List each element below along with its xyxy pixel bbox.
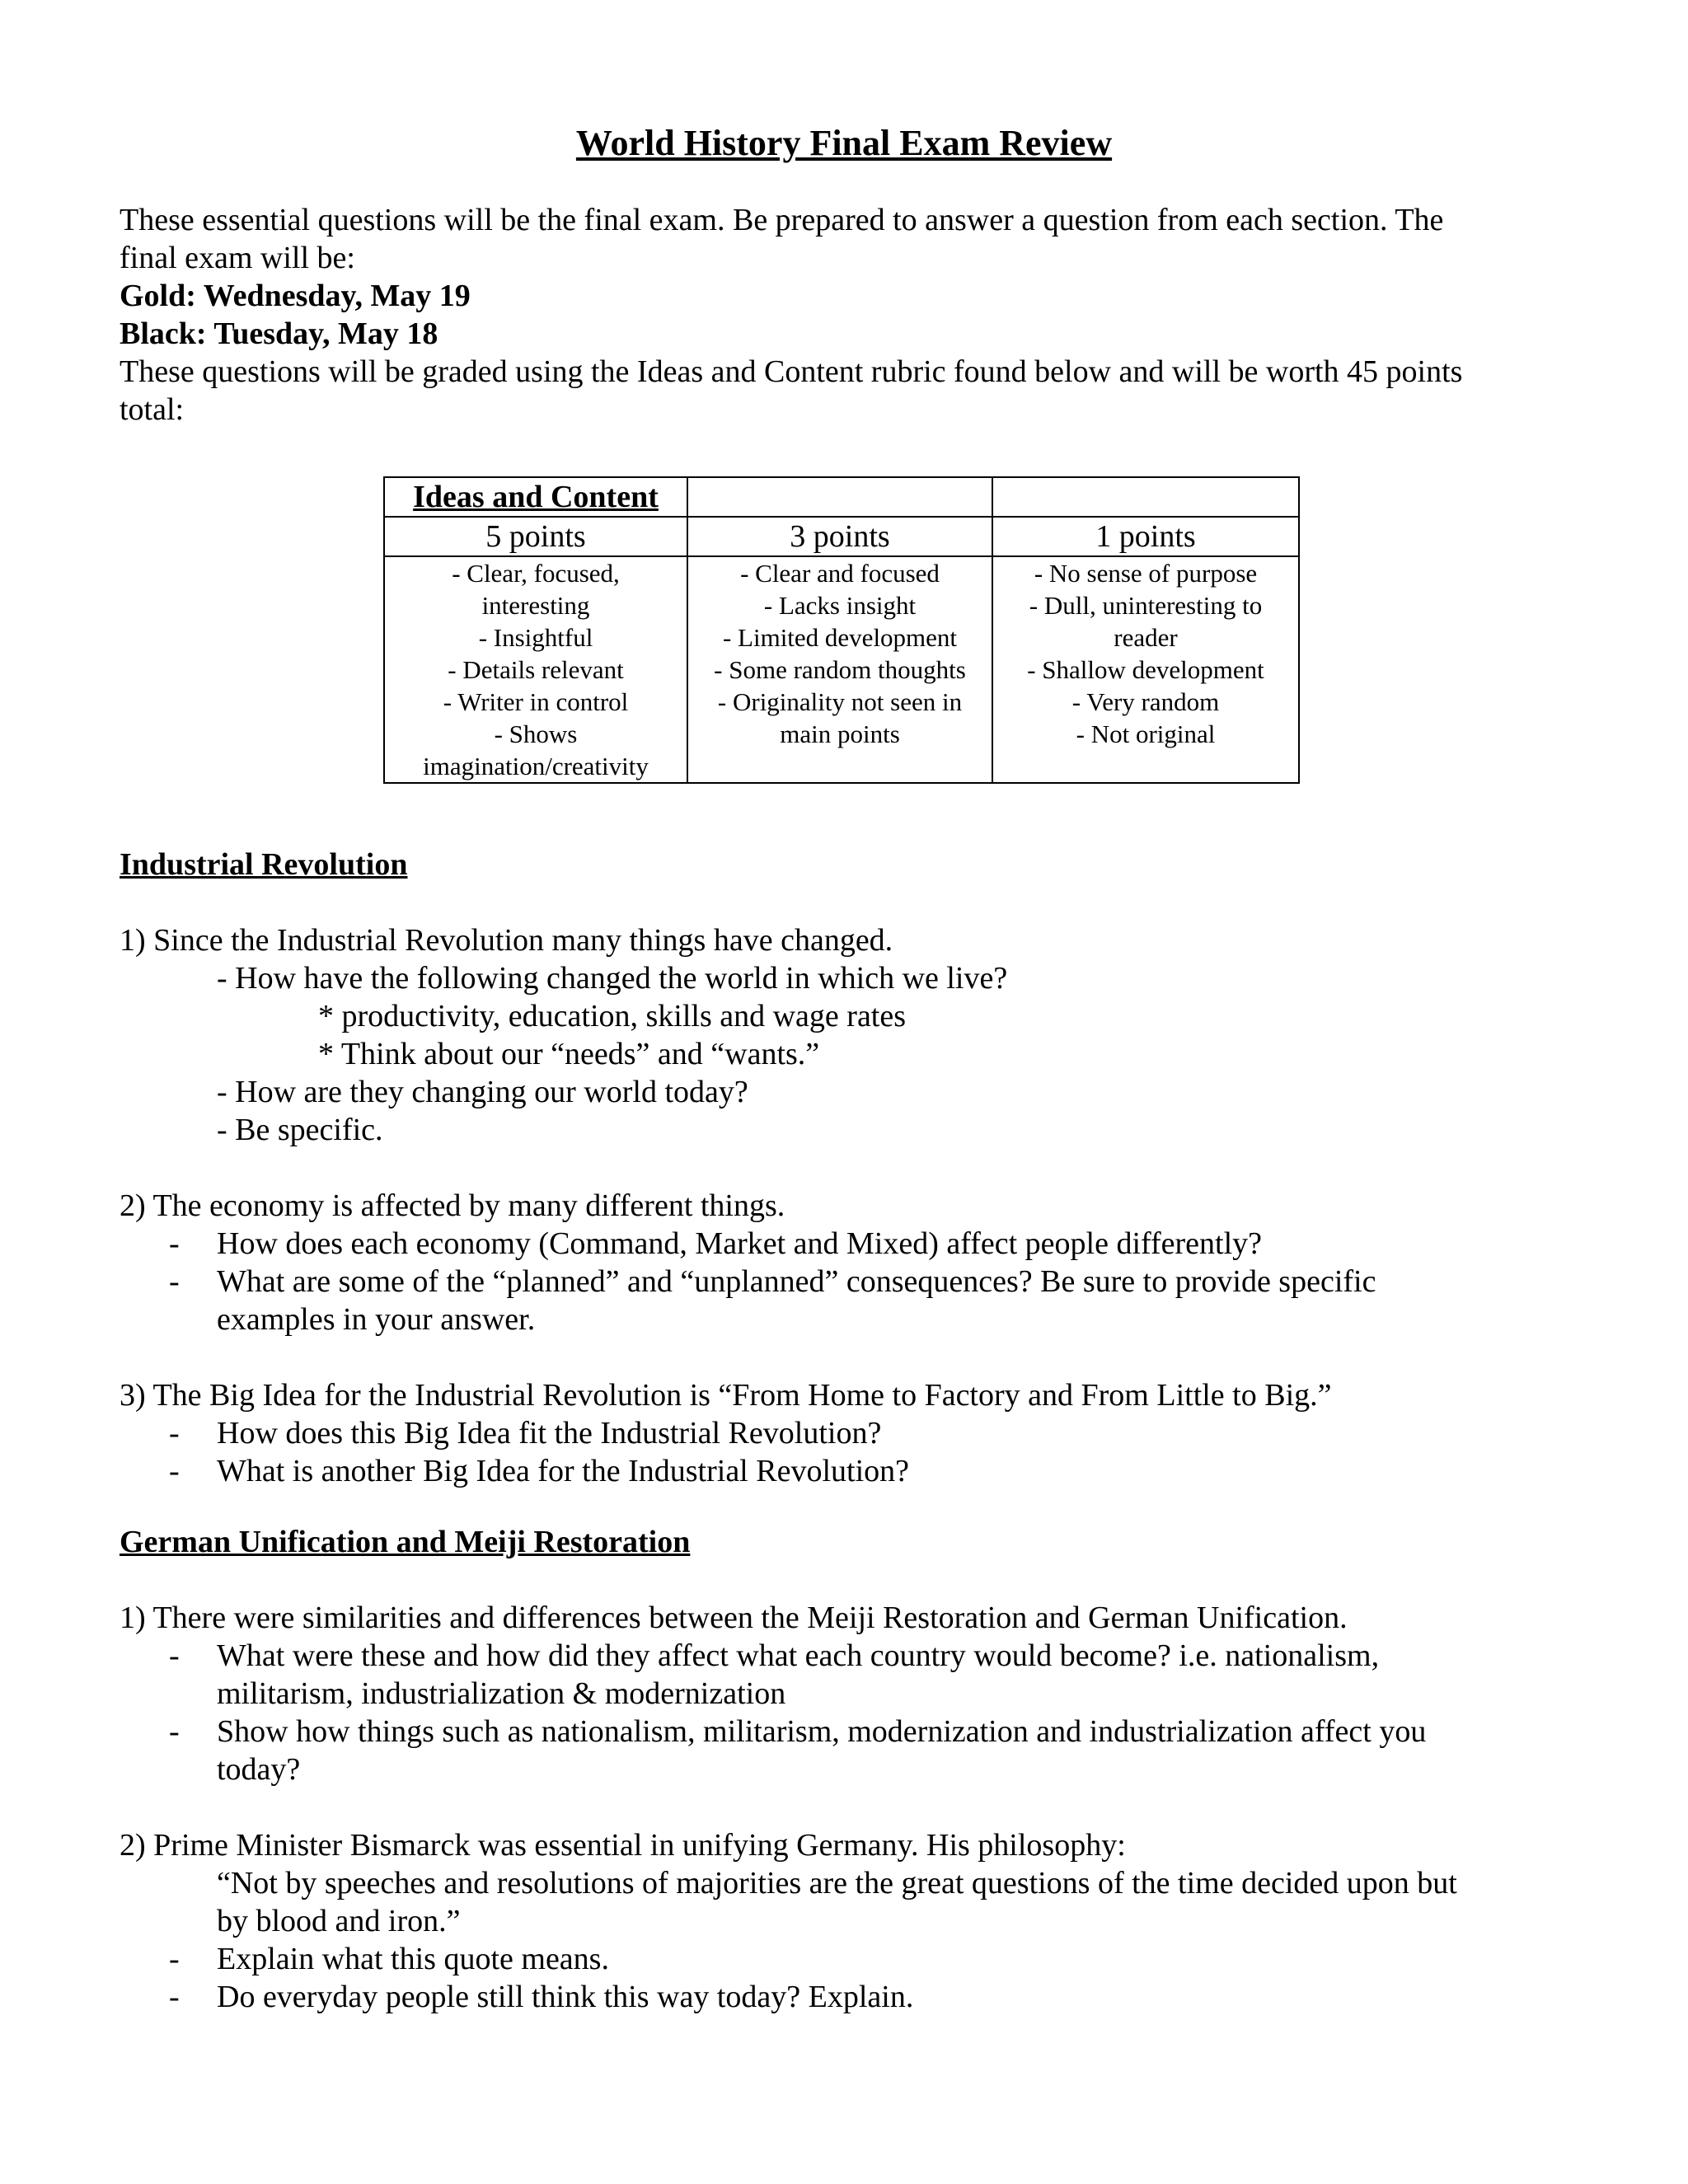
bullet-dash: - <box>169 1226 180 1261</box>
rubric-item: - Some random thoughts <box>714 655 966 684</box>
gu-question-2: 2) Prime Minister Bismarck was essential in unifying Germany. His philosophy: <box>120 1828 1126 1863</box>
gu-question-1: 1) There were similarities and differences between the Meiji Restoration and German Unification. <box>120 1601 1348 1635</box>
bullet-dash: - <box>169 1638 180 1673</box>
rubric-criteria-3 <box>687 556 992 783</box>
gu-q2-sub: Explain what this quote means. <box>217 1942 609 1976</box>
rubric-points-1: 1 points <box>992 517 1299 556</box>
ir-q2-sub: How does each economy (Command, Market and Mixed) affect people differently? <box>217 1226 1262 1261</box>
bullet-dash: - <box>169 1454 180 1488</box>
page-title: World History Final Exam Review <box>575 123 1113 163</box>
rubric-points-3: 3 points <box>687 517 992 556</box>
rubric-empty-cell <box>687 477 992 517</box>
rubric-item: - Insightful <box>478 623 593 652</box>
intro-line-4: total: <box>120 392 185 427</box>
rubric-item: - Limited development <box>722 623 958 652</box>
rubric-item: main points <box>780 719 900 748</box>
ir-q3-sub: How does this Big Idea fit the Industrial Revolution? <box>217 1416 882 1451</box>
ir-q1-sub: - How have the following changed the world in which we live? <box>217 961 1008 996</box>
bullet-dash: - <box>169 1942 180 1976</box>
ir-question-3: 3) The Big Idea for the Industrial Revolution is “From Home to Factory and From Little to Big.” <box>120 1378 1332 1413</box>
ir-q3-sub: What is another Big Idea for the Industrial Revolution? <box>217 1454 909 1488</box>
rubric-item: - Originality not seen in <box>717 687 963 716</box>
rubric-item: - Not original <box>1076 719 1216 748</box>
rubric-criteria-5 <box>384 556 687 783</box>
rubric-item: - Lacks insight <box>763 591 917 620</box>
bismarck-quote: by blood and iron.” <box>217 1904 461 1938</box>
rubric-item: - Very random <box>1071 687 1220 716</box>
rubric-item: imagination/creativity <box>423 752 649 780</box>
rubric-table <box>383 476 1300 784</box>
ir-q1-sub: - How are they changing our world today? <box>217 1075 748 1109</box>
rubric-criteria-1 <box>992 556 1299 783</box>
rubric-empty-cell <box>992 477 1299 517</box>
rubric-title: Ideas and Content <box>384 477 687 517</box>
intro-line-1: These essential questions will be the final exam. Be prepared to answer a question from each section. The <box>120 203 1444 237</box>
ir-question-1: 1) Since the Industrial Revolution many things have changed. <box>120 923 893 958</box>
gold-date: Gold: Wednesday, May 19 <box>120 279 471 313</box>
rubric-item: - Clear and focused <box>740 559 940 588</box>
intro-line-2: final exam will be: <box>120 241 355 275</box>
rubric-item: - Clear, focused, <box>452 559 620 588</box>
bullet-dash: - <box>169 1714 180 1749</box>
rubric-item: - Details relevant <box>448 655 624 684</box>
rubric-item: - Shows <box>494 719 578 748</box>
rubric-points-5: 5 points <box>384 517 687 556</box>
ir-q1-sub: * Think about our “needs” and “wants.” <box>318 1037 820 1071</box>
gu-q1-sub: today? <box>217 1752 301 1787</box>
ir-q2-sub: examples in your answer. <box>217 1302 536 1337</box>
rubric-item: - Writer in control <box>443 687 629 716</box>
rubric-item: - No sense of purpose <box>1034 559 1258 588</box>
rubric-item: - Dull, uninteresting to <box>1029 591 1263 620</box>
gu-q1-sub: militarism, industrialization & modernization <box>217 1676 786 1711</box>
bullet-dash: - <box>169 1264 180 1299</box>
bullet-dash: - <box>169 1416 180 1451</box>
section-heading-german-unification: German Unification and Meiji Restoration <box>120 1525 691 1559</box>
intro-line-3: These questions will be graded using the Ideas and Content rubric found below and will be worth 45 points <box>120 354 1463 389</box>
rubric-item: reader <box>1114 623 1178 652</box>
rubric-item: - Shallow development <box>1027 655 1264 684</box>
ir-q1-sub: * productivity, education, skills and wage rates <box>318 999 907 1033</box>
section-heading-industrial-revolution: Industrial Revolution <box>120 847 408 882</box>
gu-q2-sub: Do everyday people still think this way today? Explain. <box>217 1980 914 2014</box>
bullet-dash: - <box>169 1980 180 2014</box>
gu-q1-sub: What were these and how did they affect what each country would become? i.e. nationalism, <box>217 1638 1380 1673</box>
gu-q1-sub: Show how things such as nationalism, militarism, modernization and industrialization affect you <box>217 1714 1427 1749</box>
ir-q2-sub: What are some of the “planned” and “unplanned” consequences? Be sure to provide specific <box>217 1264 1376 1299</box>
ir-q1-sub: - Be specific. <box>217 1113 383 1147</box>
rubric-item: interesting <box>481 591 590 620</box>
black-date: Black: Tuesday, May 18 <box>120 316 438 351</box>
ir-question-2: 2) The economy is affected by many different things. <box>120 1188 785 1223</box>
bismarck-quote: “Not by speeches and resolutions of majorities are the great questions of the time decided upon but <box>217 1866 1457 1900</box>
